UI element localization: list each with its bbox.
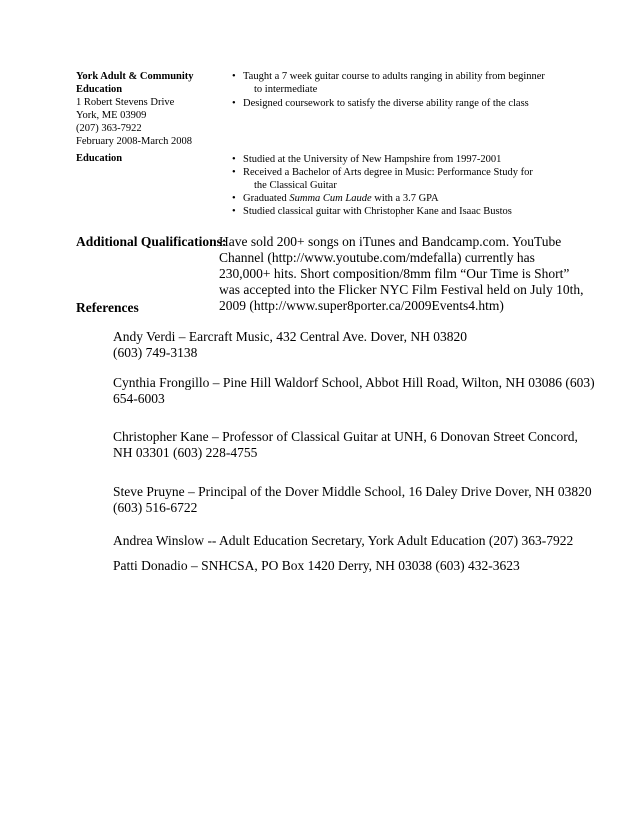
bullet-icon: • <box>232 154 236 165</box>
employer-info <box>76 70 226 148</box>
bullet-icon: • <box>232 71 236 82</box>
reference-entry: Andrea Winslow -- Adult Education Secretary, York Adult Education (207) 363-7922 <box>113 533 574 548</box>
reference-entry: Steve Pruyne – Principal of the Dover Middle School, 16 Daley Drive Dover, NH 03820 (603) 516-6722 <box>113 484 592 515</box>
reference-entry: Andy Verdi – Earcraft Music, 432 Central Ave. Dover, NH 03820 (603) 749-3138 <box>113 329 468 360</box>
bullet-icon: • <box>232 206 236 217</box>
reference-entry: Patti Donadio – SNHCSA, PO Box 1420 Derry, NH 03038 (603) 432-3623 <box>113 558 520 573</box>
employer-city: York, ME 03909 <box>76 110 147 121</box>
additional-qualifications-text: Have sold 200+ songs on iTunes and Bandcamp.com. YouTube Channel (http://www.youtube.com/mdefalla) currently has 230,000+ hits. Short composition/8mm film “Our Time is Short” was accepted into the Flicker NYC Film Festival held on July 10th, 2009 (http://www.super8porter.ca/2009Events4.htm) <box>219 234 584 313</box>
bullet-icon: • <box>232 193 236 204</box>
education-item: • Studied classical guitar with Christopher Kane and Isaac Bustos <box>232 206 512 217</box>
education-item: • Received a Bachelor of Arts degree in Music: Performance Study for the Classical Guitar <box>232 167 533 191</box>
reference-entry: Cynthia Frongillo – Pine Hill Waldorf School, Abbot Hill Road, Wilton, NH 03086 (603) 654-6003 <box>113 375 595 406</box>
employer-name-cont: Education <box>76 84 123 95</box>
employer-phone: (207) 363-7922 <box>76 123 142 134</box>
employer-address: 1 Robert Stevens Drive <box>76 97 175 108</box>
education-heading: Education <box>76 153 123 164</box>
education-heading-wrap <box>76 152 226 165</box>
employer-name: York Adult & Community <box>76 71 194 82</box>
bullet-icon: • <box>232 167 236 178</box>
honors-text: Summa Cum Laude <box>289 193 372 204</box>
education-item: • Graduated Summa Cum Laude with a 3.7 GPA <box>232 193 439 204</box>
education-item: • Studied at the University of New Hampshire from 1997-2001 <box>232 154 502 165</box>
references-heading: References <box>76 300 139 315</box>
employment-dates: February 2008-March 2008 <box>76 136 193 147</box>
duty-item: • Taught a 7 week guitar course to adults ranging in ability from beginner to intermediate <box>232 71 545 95</box>
reference-entry: Christopher Kane – Professor of Classical Guitar at UNH, 6 Donovan Street Concord, NH 03301 (603) 228-4755 <box>113 429 578 460</box>
bullet-icon: • <box>232 98 236 109</box>
education-details <box>232 153 572 218</box>
duty-item: • Designed coursework to satisfy the diverse ability range of the class <box>232 98 529 109</box>
additional-qualifications-label: Additional Qualifications: <box>76 234 227 249</box>
employer-duties <box>232 70 572 110</box>
